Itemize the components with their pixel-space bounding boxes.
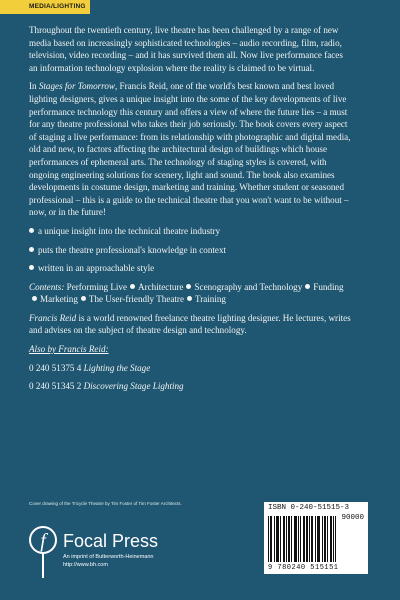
author-name: Francis Reid [29,312,77,323]
feature-list [29,225,352,275]
bullet-dot-icon [305,284,310,289]
also-by-title: Also by Francis Reid: [29,344,109,355]
feature-item: a unique insight into the technical theatre industry [29,225,352,238]
intro-paragraph: Throughout the twentieth century, live theatre has been challenged by a range of new media based on increasingly sophisticated technologies – audio recording, film, radio, television, video recording – and it has survived them all. Now live performance faces an information technology explosion where the reality is claimed to be virtual. [29,25,343,73]
bullet-dot-icon [29,228,34,233]
svg-text:f: f [40,530,46,552]
author-bio: Francis Reid is a world renowned freelance theatre lighting designer. He lectures, writes and advises on the subject of theatre design and technology. [29,312,351,336]
also-by-book: 0 240 51345 2 Discovering Stage Lighting [29,381,184,392]
barcode-icon [268,516,336,564]
publisher-imprint: An imprint of Butterworth-Heinemann [63,554,154,560]
feature-item: puts the theatre professional's knowledge in context [29,244,352,257]
contents-label: Contents: [29,281,65,292]
description-paragraph [29,80,352,219]
publisher-url: http://www.bh.com [63,562,108,568]
also-by-book: 0 240 51375 4 Lighting the Stage [29,362,151,373]
bullet-dot-icon [187,296,192,301]
ean-number: 9 780240 515151 [268,564,339,572]
bullet-dot-icon [130,284,135,289]
bullet-dot-icon [29,247,34,252]
description-body: , Francis Reid, one of the world's best known and best loved lighting designers, gives a unique insight into the some of the key developments of live performance technology this century and offers a view of where the future lies – a must for any theatre professional who takes their job seriously. The book covers every aspect of staging a live performance: from its relationship with photographic and digital media, old and new, to factors affecting the architectural design of buildings which house performances of ephemeral arts. The technology of staging styles is covered, with ongoing engineering solutions for scenery, light and sound. The book also examines developments in costume design, marketing and training. Whether student or seasoned professional – this is a guide to the technical theatre that you won't want to be without – now, or in the future! [29,81,351,218]
feature-item: written in an approachable style [29,262,352,275]
category-label: MEDIA/LIGHTING [0,0,90,14]
description-prefix: In [29,81,39,92]
back-cover-text [29,24,352,399]
publisher-block [29,520,229,584]
focal-press-logo-icon [29,520,59,580]
isbn-label: ISBN 0-240-51515-3 [268,504,350,512]
book-title: Stages for Tomorrow [38,81,115,92]
price-code: 90000 [341,514,364,522]
bullet-dot-icon [32,296,37,301]
barcode-block [264,502,368,574]
publisher-name: Focal Press [63,531,159,551]
bullet-dot-icon [29,265,34,270]
bullet-dot-icon [81,296,86,301]
cover-credit: Cover drawing of the Tricycle Theatre by Tim Foster of Tim Foster Architects. [29,501,182,506]
bullet-dot-icon [186,284,191,289]
contents-list: Contents: Performing Live Architecture Scenography and Technology FundingMarketing The User-friendly Theatre Training [29,281,344,305]
